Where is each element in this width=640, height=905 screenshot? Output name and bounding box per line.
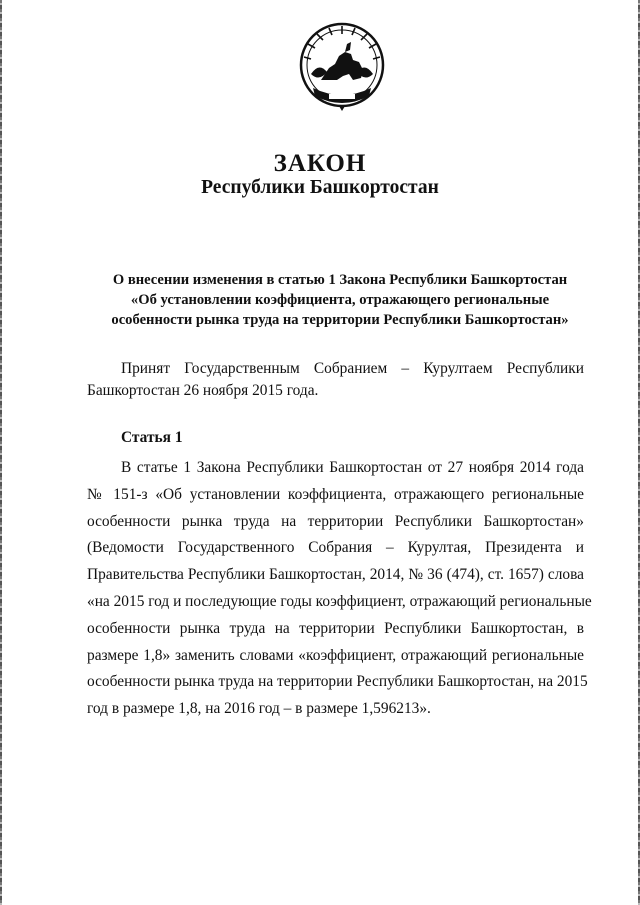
coat-of-arms-icon [299, 22, 385, 112]
article-line: особенности рынка труда на территории Республики Башкортостан, на 2015 [87, 673, 588, 691]
article-line: год в размере 1,8, на 2016 год – в размере 1,596213». [87, 700, 431, 718]
heading-line: О внесении изменения в статью 1 Закона Республики Башкортостан [112, 272, 568, 288]
heading-line: «Об установлении коэффициента, отражающего региональные [130, 292, 550, 308]
adoption-line: Принят Государственным Собранием – Курултаем Республики [121, 360, 584, 377]
article-line: размере 1,8» заменить словами «коэффициент, отражающий региональные [87, 646, 584, 664]
article-title: Статья 1 [121, 429, 183, 446]
scan-edge-left [0, 0, 2, 905]
document-subtitle: Республики Башкортостан [201, 177, 439, 198]
heading-line: особенности рынка труда на территории Республики Башкортостан» [111, 312, 569, 328]
adoption-line: Башкортостан 26 ноября 2015 года. [87, 382, 319, 399]
article-line: «на 2015 год и последующие годы коэффициент, отражающий региональные [87, 592, 592, 610]
article-line: особенности рынка труда на территории Республики Башкортостан, в [87, 619, 584, 637]
law-heading [96, 270, 584, 330]
article-line: Правительства Республики Башкортостан, 2014, № 36 (474), ст. 1657) слова [87, 566, 584, 584]
article-line: особенности рынка труда на территории Республики Башкортостан» [87, 512, 584, 530]
document-title: ЗАКОН [273, 150, 367, 177]
adoption-note [87, 358, 584, 402]
article-line: (Ведомости Государственного Собрания – Курултая, Президента и [87, 539, 584, 557]
article-body [87, 455, 592, 723]
article-line: В статье 1 Закона Республики Башкортостан от 27 ноября 2014 года [121, 459, 584, 476]
article-line: № 151-з «Об установлении коэффициента, отражающего региональные [87, 485, 584, 503]
